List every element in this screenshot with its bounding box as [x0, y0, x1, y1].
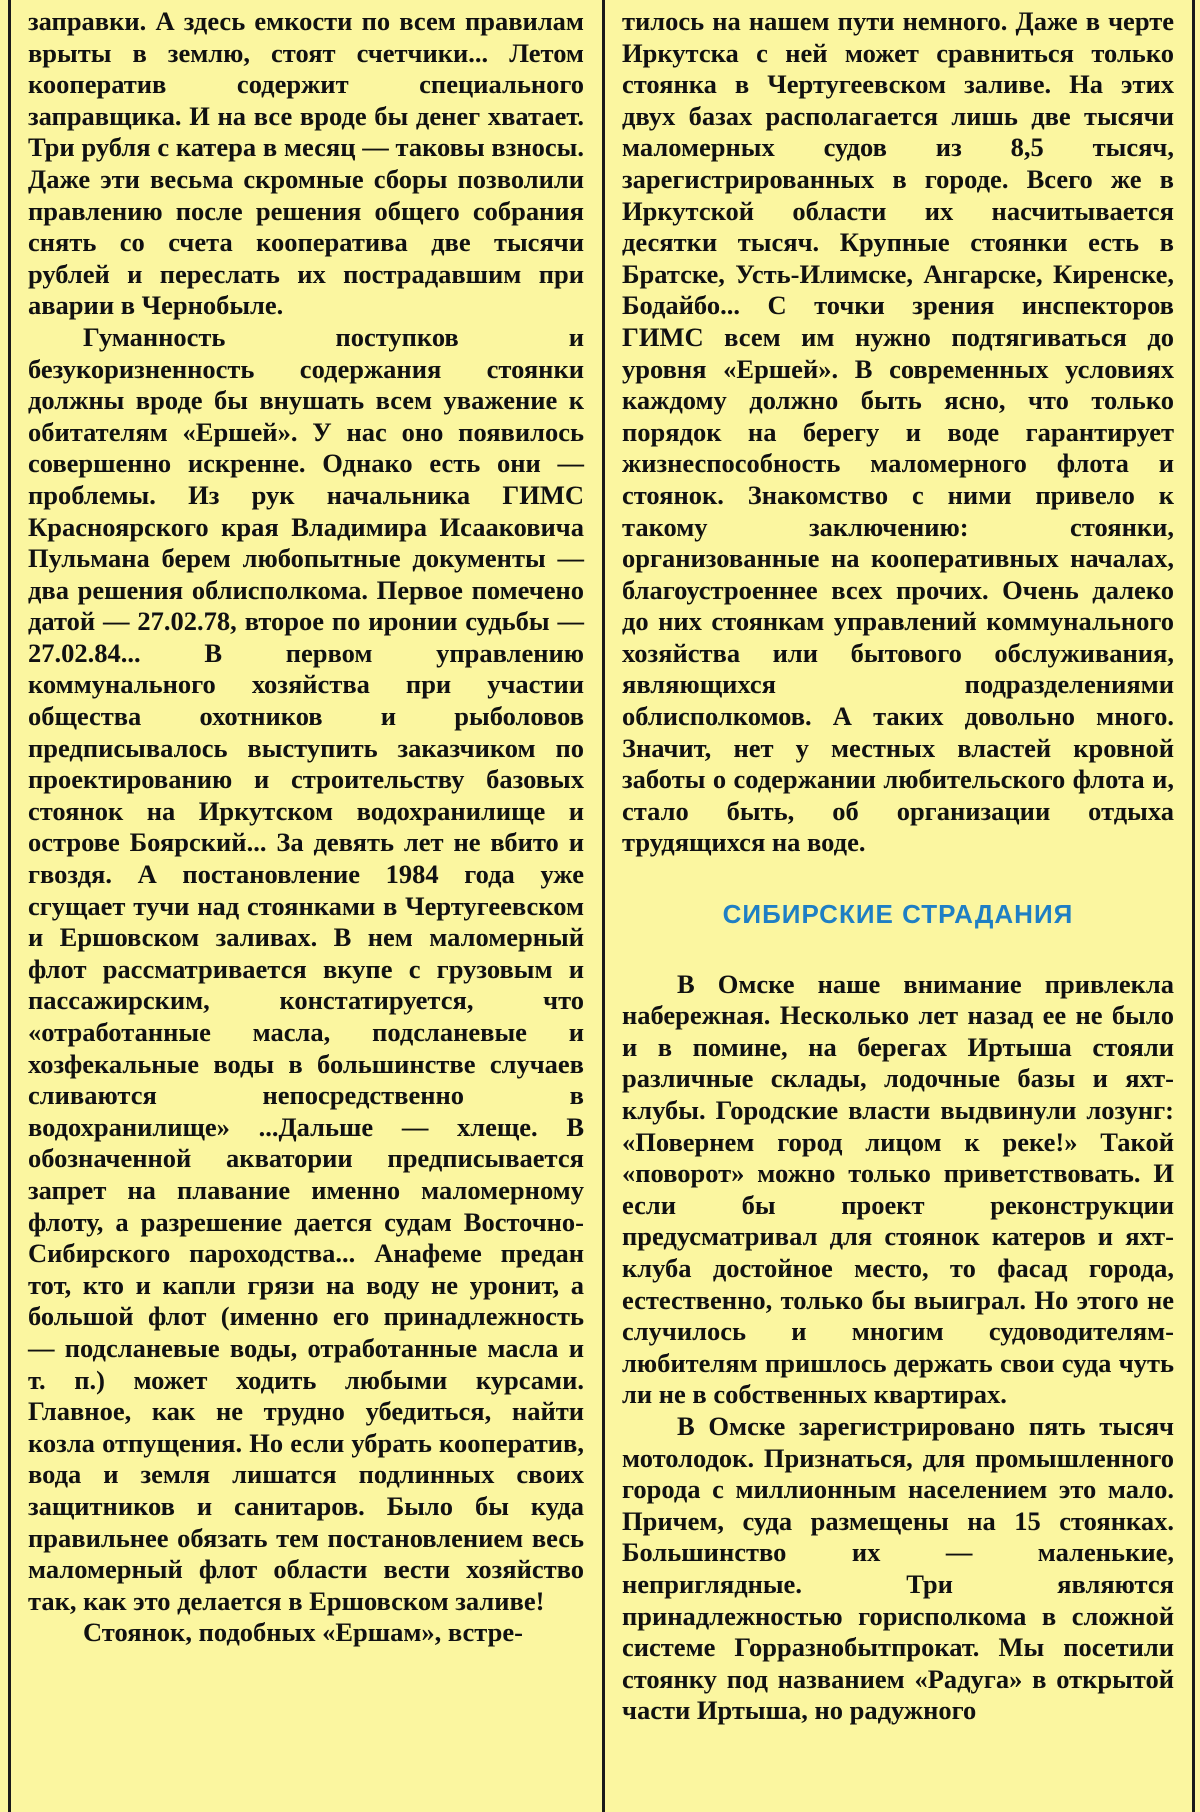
text-column-left	[28, 6, 584, 1649]
paragraph: В Омске зарегистрировано пять тысяч мотолодок. Признаться, для промышленного города с миллионным населением это мало. Причем, суда размещены на 15 стоянках. Большинство их — маленькие, неприглядные. Три являются принадлежностью горисполкома в сложной системе Горразнобытпрокат. Мы посетили стоянку под названием «Радуга» в открытой части Иртыша, но радужного	[622, 1410, 1174, 1726]
section-heading: СИБИРСКИЕ СТРАДАНИЯ	[722, 899, 1074, 930]
right-column-rule	[1192, 0, 1195, 1812]
paragraph: Стоянок, подобных «Ершам», встре-	[83, 1617, 523, 1648]
paragraph: тилось на нашем пути немного. Даже в черте Иркутска с ней может сравниться только стоянка в Чертугеевском заливе. На этих двух базах располагается лишь две тысячи маломерных судов из 8,5 тысяч, зарегистрированных в городе. Всего же в Иркутской области их насчитывается десятки тысяч. Крупные стоянки есть в Братске, Усть-Илимске, Ангарске, Киренске, Бодайбо... С точки зрения инспекторов ГИМС всем им нужно подтягиваться до уровня «Ершей». В современных условиях каждому должно быть ясно, что только порядок на берегу и воде гарантирует жизнеспособность маломерного флота и стоянок. Знакомство с ними привело к такому заключению: стоянки, организованные на кооперативных началах, благоустроеннее всех прочих. Очень далеко до них стоянкам управлений коммунального хозяйства или бытового обслуживания, являющихся подразделениями облисполкомов. А таких довольно много. Значит, нет у местных властей кровной заботы о содержании любительского флота и, стало быть, об организации отдыха трудящихся на воде.	[622, 6, 1174, 858]
left-column-rule	[8, 0, 11, 1812]
text-column-right	[622, 6, 1174, 1727]
center-column-rule	[602, 0, 605, 1812]
paragraph: В Омске наше внимание привлекла набережная. Несколько лет назад ее не было и в помине, на берегах Иртыша стояли различные склады, лодочные базы и яхт-клубы. Городские власти выдвинули лозунг: «Повернем город лицом к реке!» Такой «поворот» можно только приветствовать. И если бы проект реконструкции предусматривал для стоянок катеров и яхт-клуба достойное место, то фасад города, естественно, только бы выиграл. Но этого не случилось и многим судоводителям-любителям пришлось держать свои суда чуть ли не в собственных квартирах.	[622, 968, 1174, 1410]
paragraph: Гуманность поступков и безукоризненность содержания стоянки должны вроде бы внушать всем уважение к обитателям «Ершей». У нас оно появилось совершенно искренне. Однако есть они — проблемы. Из рук начальника ГИМС Красноярского края Владимира Исааковича Пульмана берем любопытные документы — два решения облисполкома. Первое помечено датой — 27.02.78, второе по иронии судьбы — 27.02.84... В первом управлению коммунального хозяйства при участии общества охотников и рыболовов предписывалось выступить заказчиком по проектированию и строительству базовых стоянок на Иркутском водохранилище и острове Боярский... За девять лет не вбито и гвоздя. А постановление 1984 года уже сгущает тучи над стоянками в Чертугеевском и Ершовском заливах. В нем маломерный флот рассматривается вкупе с грузовым и пассажирским, констатируется, что «отработанные масла, подсланевые и хозфекальные воды в большинстве случаев сливаются непосредственно в водохранилище» ...Дальше — хлеще. В обозначенной акватории предписывается запрет на плавание именно маломерному флоту, а разрешение дается судам Восточно-Сибирского пароходства... Анафеме предан тот, кто и капли грязи на воду не уронит, а большой флот (именно его принадлежность — подсланевые воды, отработанные масла и т. п.) может ходить любыми курсами. Главное, как не трудно убедиться, найти козла отпущения. Но если убрать кооператив, вода и земля лишатся подлинных своих защитников и санитаров. Было бы куда правильнее обязать тем постановлением весь маломерный флот области вести хозяйство так, как это делается в Ершовском заливе!	[28, 321, 584, 1616]
paragraph: заправки. А здесь емкости по всем правилам врыты в землю, стоят счетчики... Летом кооператив содержит специального заправщика. И на все вроде бы денег хватает. Три рубля с катера в месяц — таковы взносы. Даже эти весьма скромные сборы позволили правлению после решения общего собрания снять со счета кооператива две тысячи рублей и переслать их пострадавшим при аварии в Чернобыле.	[28, 6, 584, 321]
